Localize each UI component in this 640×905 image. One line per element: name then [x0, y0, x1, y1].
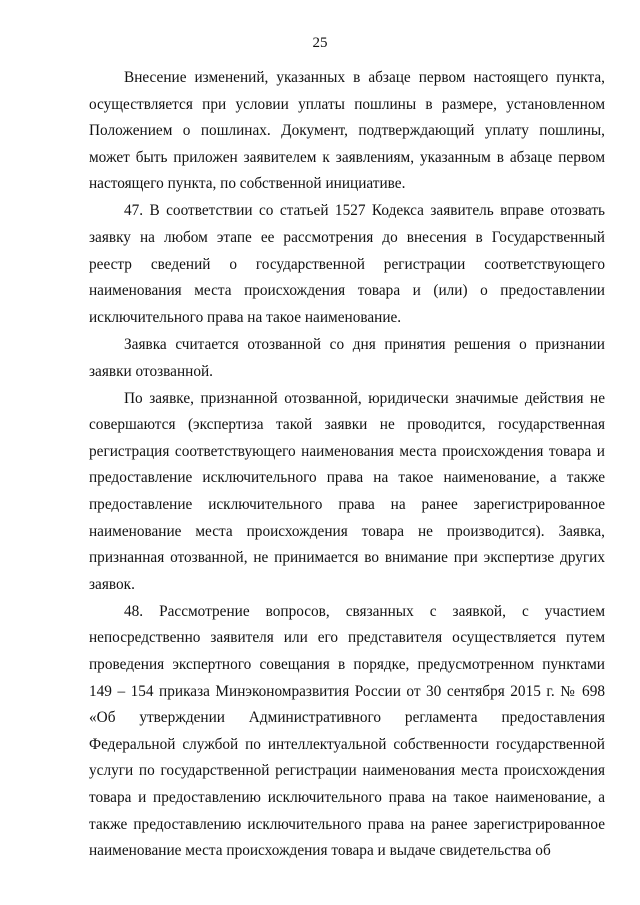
paragraph-amendment-fee: Внесение изменений, указанных в абзаце первом настоящего пункта, осуществляется при условии уплаты пошлины в размере, установленном Положением о пошлинах. Документ, подтверждающий уплату пошлины, может быть приложен заявителем к заявлениям, указанным в абзаце первом настоящего пункта, по собственной инициативе.	[89, 69, 605, 193]
paragraph-withdrawal-date: Заявка считается отозванной со дня принятия решения о признании заявки отозванной.	[89, 335, 605, 380]
paragraph-47: 47. В соответствии со статьей 1527 Кодекса заявитель вправе отозвать заявку на любом этапе ее рассмотрения до внесения в Государственный реестр сведений о государственной регистрации соответствующего наименования места происхождения товара и (или) о предоставлении исключительного права на такое наименование.	[89, 202, 605, 326]
body-text	[89, 65, 605, 865]
paragraph-48: 48. Рассмотрение вопросов, связанных с заявкой, с участием непосредственно заявителя или его представителя осуществляется путем проведения экспертного совещания в порядке, предусмотренном пунктами 149 – 154 приказа Минэкономразвития России от 30 сентября 2015 г. № 698 «Об утверждении Административного регламента предоставления Федеральной службой по интеллектуальной собственности государственной услуги по государственной регистрации наименования места происхождения товара и предоставлению исключительного права на такое наименование, а также предоставлению исключительного права на ранее зарегистрированное наименование места происхождения товара и выдаче свидетельства об	[89, 602, 605, 860]
paragraph-withdrawn-application: По заявке, признанной отозванной, юридически значимые действия не совершаются (экспертиза такой заявки не проводится, государственная регистрация соответствующего наименования места происхождения товара и предоставление исключительного права на такое наименование, а также предоставление исключительного права на ранее зарегистрированное наименование места происхождения товара не производится). Заявка, признанная отозванной, не принимается во внимание при экспертизе других заявок.	[89, 389, 605, 593]
page-number: 25	[312, 35, 328, 51]
